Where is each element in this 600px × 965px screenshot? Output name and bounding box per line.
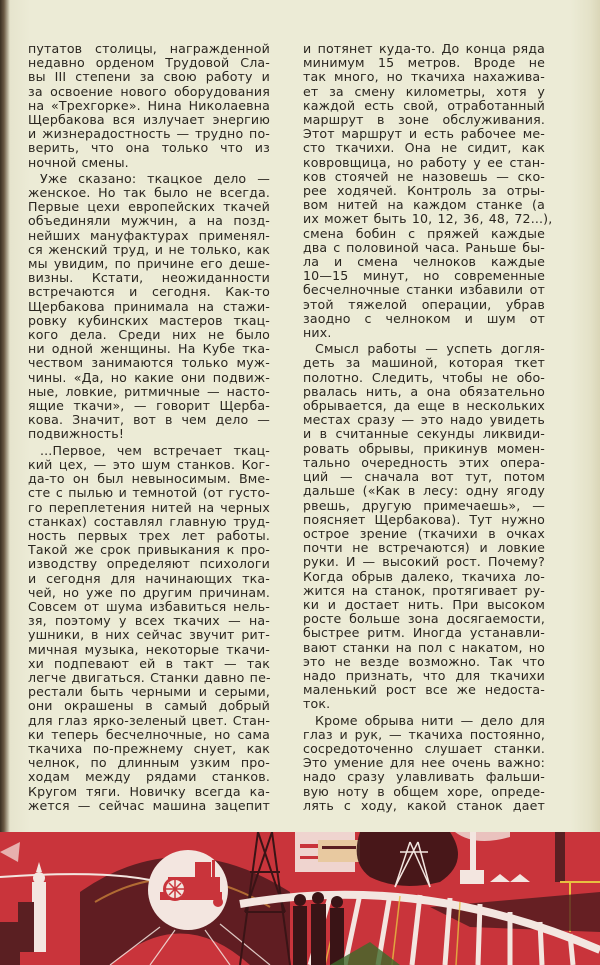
- text-line: обрывается, да еще в нескольких: [303, 398, 545, 414]
- text-line: они окрашены в самый добрый: [28, 698, 270, 714]
- text-line: маршрут в зоне обслуживания.: [303, 112, 545, 128]
- text-line: ки теперь бесчелночные, но сама: [28, 726, 270, 742]
- text-line: Такой же срок привыкания к про-: [28, 542, 270, 558]
- text-line: и жизнерадостность — трудно по-: [28, 126, 270, 142]
- text-line: рвалась нить, а она обязательно: [303, 383, 545, 399]
- text-line: встречаются и сегодня. Как-то: [28, 284, 270, 300]
- text-line: надо признать, что для ткачихи: [303, 667, 545, 683]
- text-line: кий цех, — это шум станков. Ког-: [28, 456, 270, 472]
- text-line: да-то он был невыносимым. Вме-: [28, 471, 270, 487]
- text-line: нейших мануфактурах применял-: [28, 227, 270, 243]
- text-line: маленький рост все же недоста-: [303, 682, 545, 698]
- text-line: для глаз ярко-зеленый цвет. Стан-: [28, 712, 271, 728]
- text-line: смена бобин с пряжей каждые: [303, 225, 545, 241]
- text-line: и в считанные секунды ликвиди-: [303, 426, 545, 442]
- text-line: так много, но ткачиха нахажива-: [303, 69, 545, 85]
- text-line: ков стоячей не назовешь — ско-: [303, 168, 545, 184]
- text-line: Этот маршрут и есть рабочее ме-: [303, 126, 545, 142]
- text-line: челнок, по длинным узким про-: [28, 755, 270, 771]
- text-line: полотно. Следить, чтобы не обо-: [303, 369, 545, 385]
- text-line: объединяли мужчин, а на позд-: [28, 213, 270, 229]
- text-line: верить, что она только что из: [28, 140, 270, 156]
- text-line: ки и достает нить. При высоком: [303, 596, 545, 612]
- text-line: почти не встречаются) и ловкие: [303, 540, 545, 556]
- text-line: росте больше зона досягаемости,: [303, 611, 545, 627]
- industrial-scene-illustration: [0, 832, 600, 965]
- text-line: 10—15 минут, но современные: [303, 268, 545, 284]
- text-line: вом нитей на каждом станке (а: [303, 197, 545, 213]
- text-line: чины. «Да, но какие они подвиж-: [28, 369, 270, 385]
- text-line: ночной смены.: [28, 154, 129, 170]
- text-line: ходам между рядами станков.: [28, 769, 270, 785]
- illustration-banner: [0, 832, 600, 965]
- figure-silhouette-icon: [32, 862, 46, 952]
- text-line: сосредоточенно слушает станки.: [303, 740, 545, 756]
- text-line: мы увидим, по причине его деше-: [28, 256, 270, 272]
- text-line: Это умение для нее очень важно:: [303, 755, 545, 771]
- text-line: ткачиха по-прежнему снует, как: [28, 740, 270, 756]
- text-line: Кроме обрыва нити — дело для: [315, 712, 545, 728]
- text-line: лять с ходу, какой станок дает: [303, 797, 545, 813]
- text-line: Смысл работы — успеть догля-: [315, 341, 545, 357]
- text-line: ся женский труд, и не только, как: [28, 241, 270, 257]
- text-line: визны. Кстати, неожиданности: [28, 270, 270, 286]
- text-line: ни одной женщины. На Кубе тка-: [28, 341, 270, 357]
- text-line: глаз и рук, — ткачиха постоянно,: [303, 726, 545, 742]
- text-line: подвижность!: [28, 426, 125, 442]
- text-line: ушники, в них сейчас звучит рит-: [28, 627, 270, 643]
- text-line: рестали быть черными и серыми,: [28, 684, 270, 700]
- text-line: них.: [303, 325, 332, 341]
- text-line: поясняет Щербакова). Тут нужно: [303, 511, 545, 527]
- text-line: ность первых трех лет работы.: [28, 527, 270, 543]
- text-line: вую ноту в общем хоре, опреде-: [303, 783, 545, 799]
- text-line: рее ходячей. Контроль за отры-: [303, 183, 545, 199]
- text-line: Когда обрыв далеко, ткачиха ло-: [303, 568, 545, 584]
- text-line: рвешь, другую примечаешь», —: [303, 497, 545, 513]
- text-line: и сегодня для начинающих тка-: [28, 570, 270, 586]
- text-line: вают станки на пол с накатом, но: [303, 639, 545, 655]
- text-line: зя, поэтому у всех ткачих — на-: [28, 613, 270, 629]
- text-line: женское. Но так было не всегда.: [28, 185, 270, 201]
- text-line: сте с пылью и темнотой (от густо-: [28, 485, 270, 501]
- text-line: это не везде возможно. Так что: [303, 653, 545, 669]
- text-line: деть за машиной, которая ткет: [303, 355, 545, 371]
- text-line: каждой есть свой, отработанный: [303, 97, 545, 113]
- text-line: мичная музыка, некоторые ткачи-: [28, 641, 270, 657]
- text-line: хи подпевают ей в такт — так: [28, 655, 270, 671]
- text-line: за освоение нового оборудования: [28, 83, 270, 99]
- text-line: на «Трехгорке». Нина Николаевна: [28, 97, 270, 113]
- text-line: чей, но уже по другим причинам.: [28, 584, 270, 600]
- text-line: этой тяжелой операции, убрав: [303, 296, 545, 312]
- text-line: вы III степени за свою работу и: [28, 69, 270, 85]
- text-line: ровку кубинских мастеров ткац-: [28, 312, 270, 328]
- text-line: бесчелночные станки избавили от: [303, 282, 545, 298]
- text-line: Щербакова принимала на стажи-: [28, 298, 270, 314]
- text-line: дальше («Как в лесу: одну ягоду: [303, 483, 545, 499]
- text-line: ные, ловкие, ритмичные — насто-: [28, 383, 270, 399]
- text-line: руки. И — высокий рост. Почему?: [303, 554, 545, 570]
- text-line: острое зрение (ткачихи в очках: [303, 525, 545, 541]
- text-line: местах сразу — это надо увидеть: [303, 412, 545, 428]
- text-line: жется — сейчас машина зацепит: [28, 797, 270, 813]
- text-line: ящие ткачи», — говорит Щерба-: [28, 398, 270, 414]
- text-line: сто ткачихи. Она не сидит, как: [303, 140, 545, 156]
- text-line: ток.: [303, 696, 331, 712]
- text-line: быстрее ритм. Иногда устанавли-: [303, 625, 545, 641]
- people-silhouettes-icon: [293, 892, 344, 965]
- article-column-left: [28, 42, 270, 813]
- text-line: ет за смену километры, хотя у: [303, 83, 545, 99]
- text-line: изводству определяют психологи: [28, 556, 270, 572]
- text-line: недавно орденом Трудовой Сла-: [28, 55, 270, 71]
- text-line: заодно с челноком и шум от: [303, 310, 545, 326]
- text-line: чеством занимаются только муж-: [28, 355, 270, 371]
- text-line: жится на станок, протягивает ру-: [303, 582, 545, 598]
- text-line: минимум 15 метров. Вроде не: [303, 55, 545, 71]
- text-line: путатов столицы, награжденной: [28, 41, 270, 56]
- text-line: тально очередность этих опера-: [303, 454, 545, 470]
- text-line: Совсем от шума избавиться нель-: [28, 598, 270, 614]
- text-line: два с половиной часа. Раньше бы-: [303, 239, 545, 255]
- text-line: ций — сначала вот тут, потом: [303, 469, 545, 485]
- text-line: Первые цехи европейских ткачей: [28, 199, 270, 215]
- text-line: ковровщица, но работу у ее стан-: [303, 154, 545, 170]
- text-line: их может быть 10, 12, 36, 48, 72...),: [303, 211, 553, 227]
- text-line: ...Первое, чем встречает ткац-: [40, 442, 270, 458]
- text-line: Щербакова вся излучает энергию: [28, 112, 270, 128]
- text-line: ровать обрывы, прикинув момен-: [303, 440, 545, 456]
- text-line: Уже сказано: ткацкое дело —: [40, 170, 270, 186]
- text-line: станках) составлял главную труд-: [28, 513, 270, 529]
- text-line: го переплетения нитей на черных: [28, 499, 270, 515]
- text-line: надо сразу улавливать фальши-: [303, 769, 545, 785]
- text-line: легче двигаться. Станки давно пе-: [28, 669, 271, 685]
- text-line: кого дела. Среди них не было: [28, 327, 270, 343]
- text-line: кова. Значит, вот в чем дело —: [28, 412, 270, 428]
- text-line: и потянет куда-то. До конца ряда: [303, 41, 545, 56]
- text-line: ла и смена челноков каждые: [303, 254, 545, 270]
- text-line: Кругом тяги. Новичку всегда ка-: [28, 783, 270, 799]
- article-column-right: [303, 41, 553, 813]
